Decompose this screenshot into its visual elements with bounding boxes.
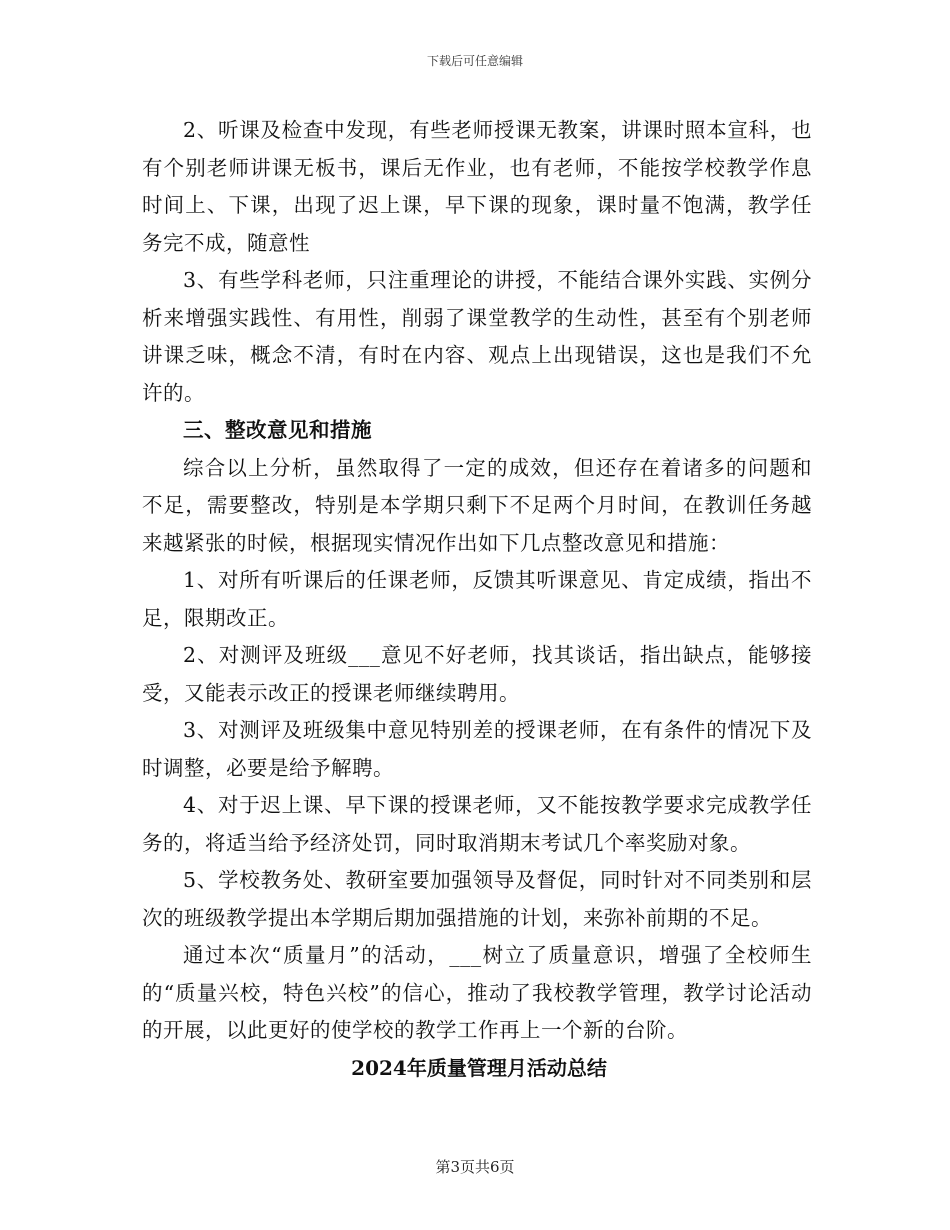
paragraph-measure-5: 5、学校教务处、教研室要加强领导及督促，同时针对不同类别和层次的班级教学提出本学期后期加强措施的计划，来弥补前期的不足。 [142,868,812,930]
page-number: 第3页共6页 [435,1158,515,1176]
paragraph-issue-3: 3、有些学科老师，只注重理论的讲授，不能结合课外实践、实例分析来增强实践性、有用性，削弱了课堂教学的生动性，甚至有个别老师讲课乏味，概念不清，有时在内容、观点上出现错误，这也是我们不允许的。 [142,268,812,405]
paragraph-conclusion: 通过本次“质量月”的活动，___树立了质量意识，增强了全校师生的“质量兴校，特色兴校”的信心，推动了我校教学管理，教学讨论活动的开展，以此更好的使学校的教学工作再上一个新的台阶。 [142,943,812,1042]
paragraph-summary: 综合以上分析，虽然取得了一定的成效，但还存在着诸多的问题和不足，需要整改，特别是本学期只剩下不足两个月时间，在教训任务越来越紧张的时候，根据现实情况作出如下几点整改意见和措施： [142,455,812,555]
paragraph-measure-1: 1、对所有听课后的任课老师，反馈其听课意见、肯定成绩，指出不足，限期改正。 [142,568,812,630]
page-header: 下载后可任意编辑 [426,54,523,68]
paragraph-measure-2: 2、对测评及班级___意见不好老师，找其谈话，指出缺点，能够接受，又能表示改正的授课老师继续聘用。 [142,643,812,705]
section-heading-rectification: 三、整改意见和措施 [183,418,372,442]
paragraph-issue-2: 2、听课及检查中发现，有些老师授课无教案，讲课时照本宣科，也有个别老师讲课无板书，课后无作业，也有老师，不能按学校教学作息时间上、下课，出现了迟上课，早下课的现象，课时量不饱满，教学任务完不成，随意性 [142,118,812,255]
document-body [142,112,812,1087]
next-document-title: 2024年质量管理月活动总结 [351,1055,607,1080]
paragraph-measure-3: 3、对测评及班级集中意见特别差的授课老师，在有条件的情况下及时调整，必要是给予解聘。 [142,718,812,780]
paragraph-measure-4: 4、对于迟上课、早下课的授课老师，又不能按教学要求完成教学任务的，将适当给予经济处罚，同时取消期末考试几个率奖励对象。 [142,793,812,855]
